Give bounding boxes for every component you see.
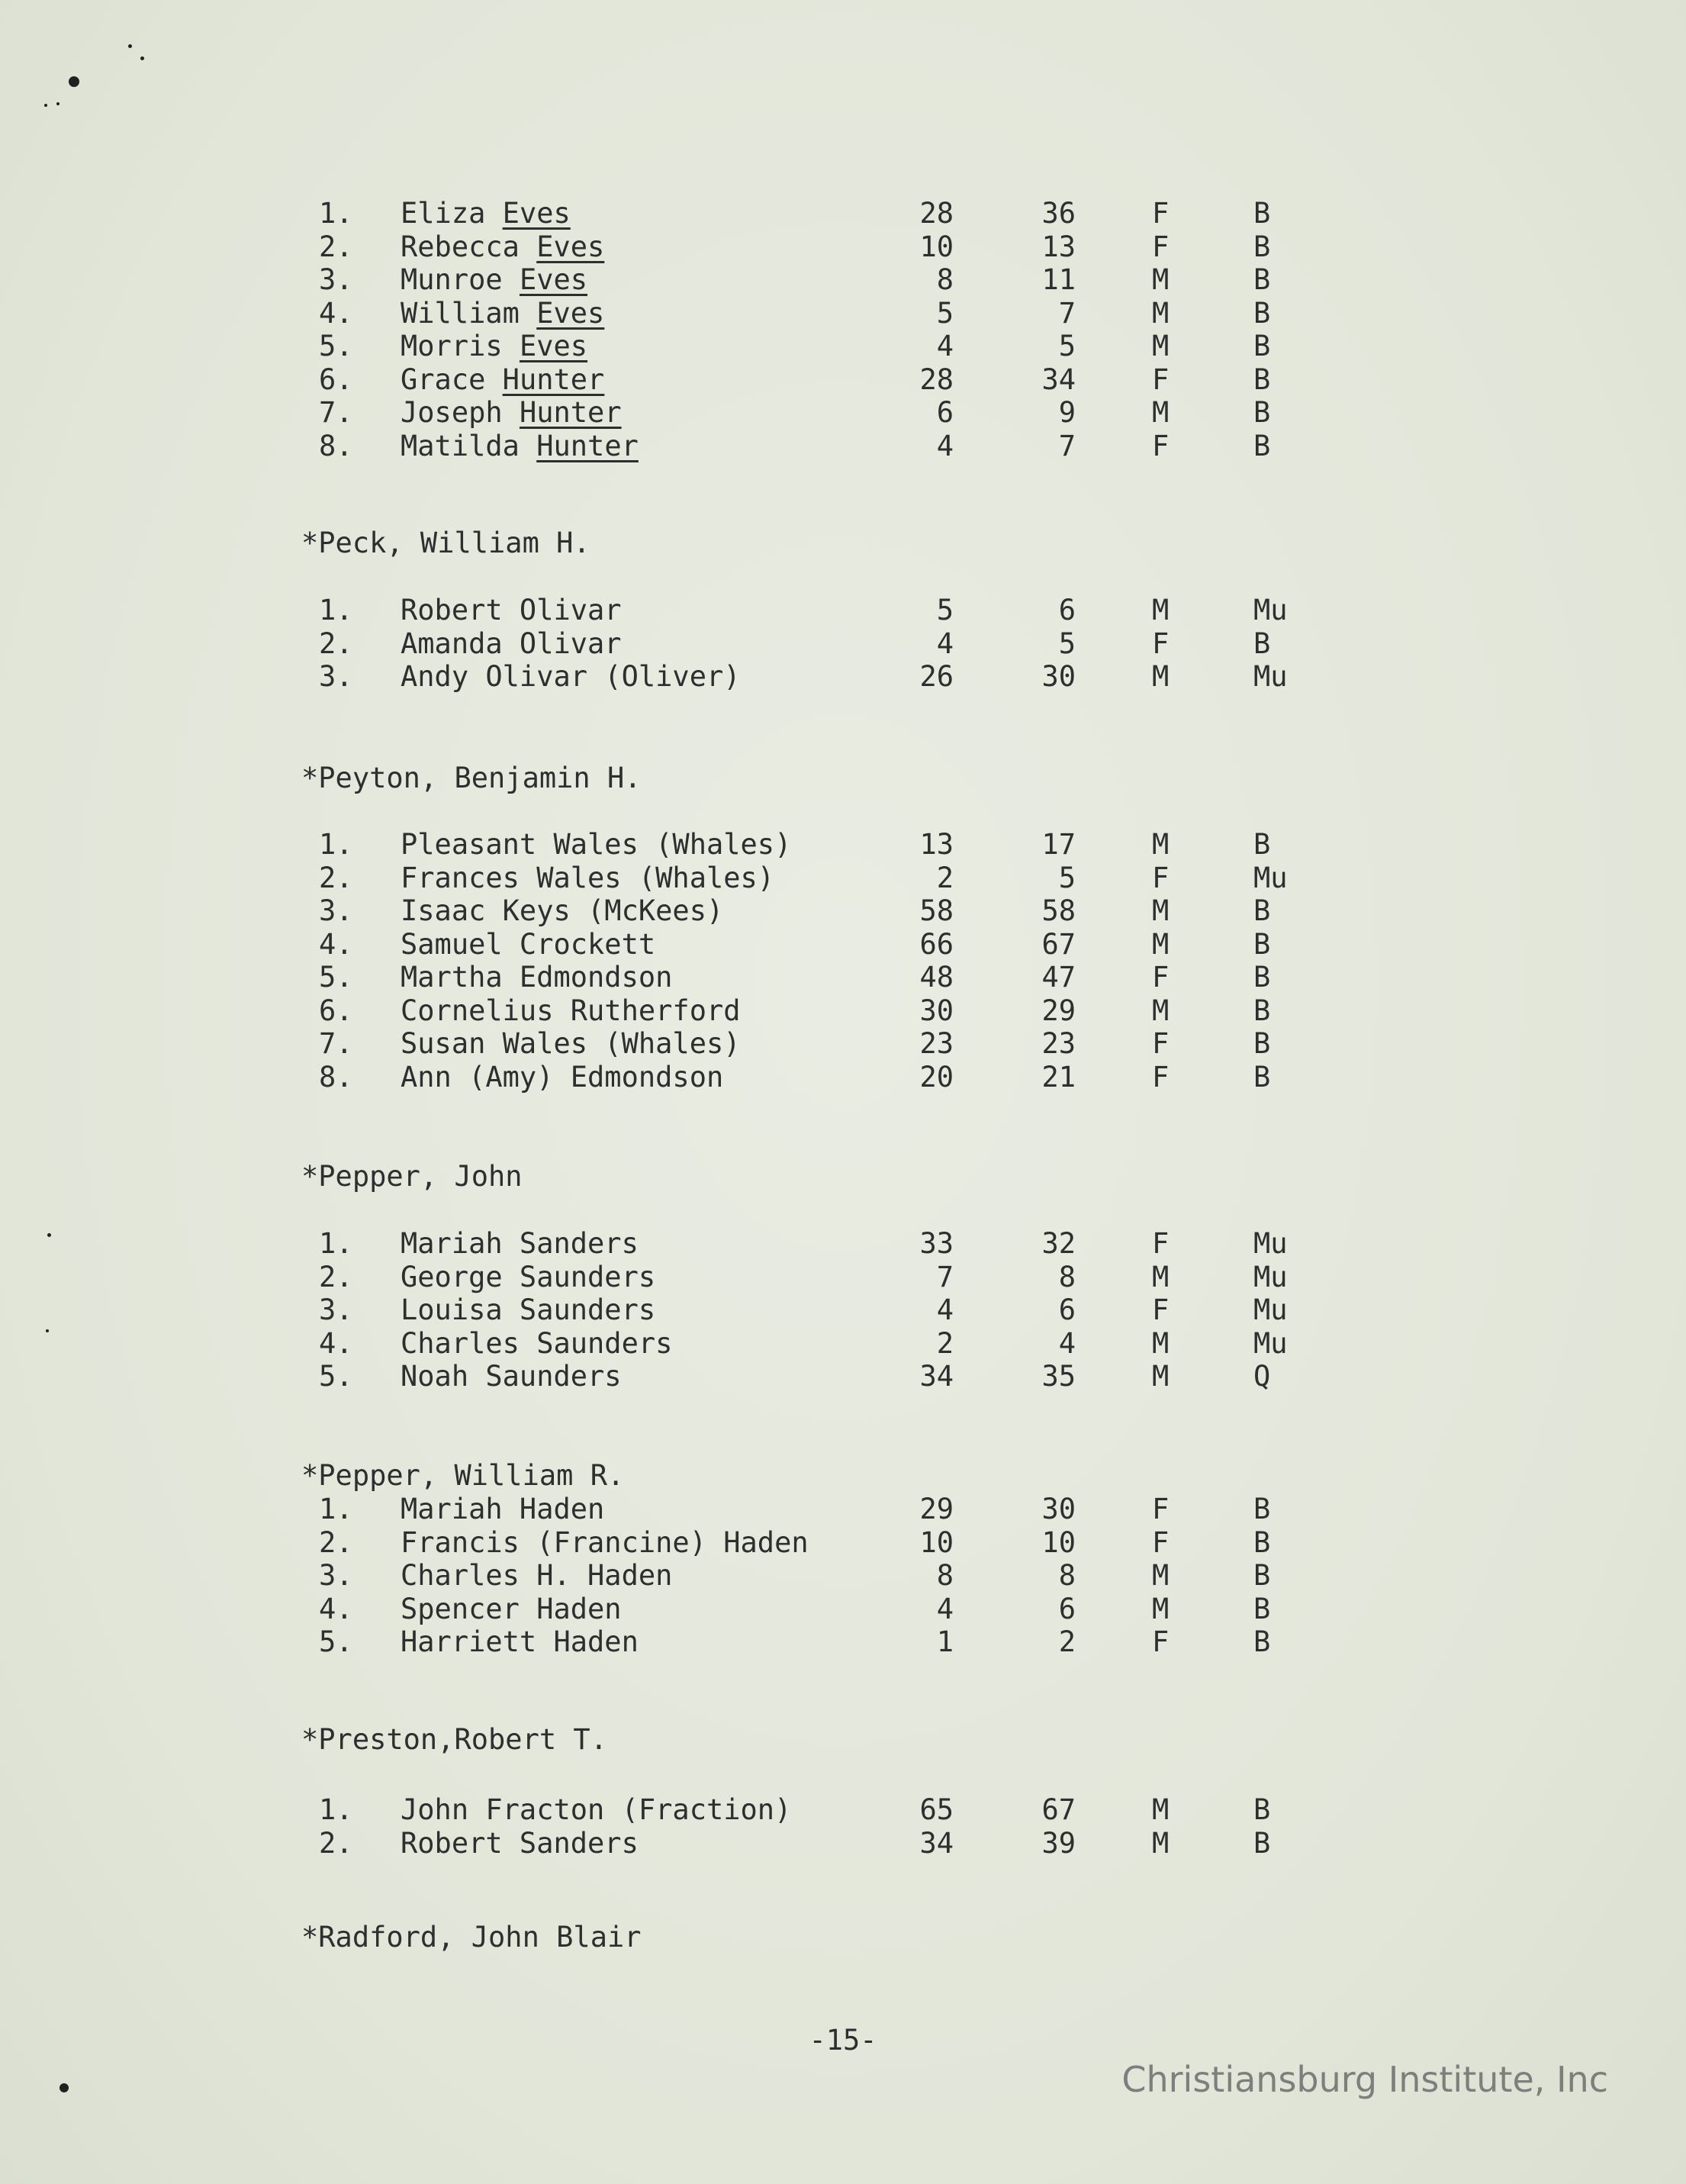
person-name [401, 263, 587, 297]
age-second: 5 [1058, 861, 1076, 894]
person-row [0, 1293, 1686, 1327]
age-second: 4 [1058, 1326, 1076, 1360]
age-second: 30 [1041, 660, 1076, 693]
given-name: Cornelius Rutherford [401, 994, 741, 1027]
age-first: 2 [936, 861, 954, 894]
surname: Eves [519, 263, 588, 296]
surname: Hunter [502, 362, 605, 396]
sex: M [1152, 263, 1170, 296]
age-second: 35 [1041, 1360, 1076, 1393]
sex: M [1152, 1793, 1170, 1826]
person-name [401, 1227, 639, 1261]
given-name: Joseph [401, 396, 503, 429]
person-name [401, 197, 571, 230]
given-name: Noah Saunders [401, 1360, 622, 1393]
entry-number: 3. [319, 1293, 353, 1326]
sex: F [1152, 961, 1170, 994]
sex: M [1152, 1592, 1170, 1625]
age-first: 8 [936, 1559, 954, 1592]
race: B [1253, 927, 1271, 961]
person-row [0, 1793, 1686, 1827]
given-name: Martha Edmondson [401, 961, 673, 994]
sex: M [1152, 660, 1170, 693]
owner-name: *Preston,Robert T. [301, 1723, 607, 1756]
sex: M [1152, 1360, 1170, 1393]
person-row [0, 1625, 1686, 1659]
entry-number: 3. [319, 894, 353, 927]
age-first: 2 [936, 1326, 954, 1360]
age-second: 7 [1058, 296, 1076, 330]
person-row [0, 627, 1686, 661]
page-number: -15- [809, 2024, 877, 2057]
age-second: 9 [1058, 396, 1076, 429]
race: B [1253, 627, 1271, 660]
person-name [401, 1261, 655, 1294]
age-first: 8 [936, 263, 954, 296]
entry-number: 3. [319, 1559, 353, 1592]
person-row [0, 1327, 1686, 1361]
person-name [401, 961, 672, 994]
sex: F [1152, 861, 1170, 894]
entry-number: 2. [319, 1826, 353, 1860]
race: B [1253, 362, 1271, 396]
person-name [401, 430, 639, 463]
person-row [0, 961, 1686, 994]
sex: M [1152, 1559, 1170, 1592]
person-name [401, 1827, 639, 1860]
person-name [401, 396, 622, 430]
race: Mu [1253, 1326, 1288, 1360]
person-name [401, 1526, 809, 1560]
race: B [1253, 1592, 1271, 1625]
person-name [401, 330, 587, 363]
given-name: Ann (Amy) Edmondson [401, 1060, 724, 1094]
person-name [401, 1593, 622, 1626]
race: Mu [1253, 1227, 1288, 1260]
age-first: 30 [919, 994, 954, 1027]
race: B [1253, 961, 1271, 994]
age-second: 5 [1058, 330, 1076, 362]
age-second: 8 [1058, 1260, 1076, 1293]
entry-number: 6. [319, 362, 353, 396]
person-row [0, 862, 1686, 895]
person-row [0, 1593, 1686, 1626]
race: Q [1253, 1360, 1271, 1393]
entry-number: 1. [319, 828, 353, 861]
race: B [1253, 1027, 1271, 1060]
given-name: Louisa Saunders [401, 1293, 656, 1326]
person-name [401, 1293, 655, 1327]
age-first: 7 [936, 1260, 954, 1293]
entry-number: 2. [319, 230, 353, 263]
person-row [0, 1061, 1686, 1094]
owner-heading [0, 1723, 1686, 1757]
age-first: 34 [919, 1826, 954, 1860]
entry-number: 8. [319, 1060, 353, 1094]
sex: M [1152, 828, 1170, 861]
person-row [0, 1493, 1686, 1526]
given-name: Spencer Haden [401, 1592, 622, 1625]
person-row [0, 1559, 1686, 1593]
given-name: Charles H. Haden [401, 1559, 673, 1592]
sex: M [1152, 1326, 1170, 1360]
age-second: 23 [1041, 1027, 1076, 1060]
age-second: 6 [1058, 1592, 1076, 1625]
given-name: William [401, 296, 520, 330]
age-second: 13 [1041, 230, 1076, 263]
given-name: Munroe [401, 263, 503, 296]
entry-number: 3. [319, 263, 353, 296]
age-second: 34 [1041, 362, 1076, 396]
owner-name: *Peyton, Benjamin H. [301, 762, 642, 794]
person-row [0, 297, 1686, 330]
age-first: 10 [919, 230, 954, 263]
entry-number: 5. [319, 330, 353, 362]
age-second: 2 [1058, 1625, 1076, 1658]
race: B [1253, 894, 1271, 927]
race: B [1253, 1793, 1271, 1826]
given-name: Eliza [401, 197, 486, 230]
entry-number: 4. [319, 296, 353, 330]
sex: M [1152, 1826, 1170, 1860]
age-first: 66 [919, 927, 954, 961]
person-name [401, 862, 774, 895]
entry-number: 1. [319, 1227, 353, 1260]
sex: F [1152, 197, 1170, 230]
person-row [0, 828, 1686, 862]
sex: M [1152, 994, 1170, 1027]
person-row [0, 263, 1686, 297]
age-second: 7 [1058, 429, 1076, 462]
race: B [1253, 330, 1271, 362]
age-first: 28 [919, 197, 954, 230]
race: B [1253, 1525, 1271, 1559]
person-row [0, 928, 1686, 962]
entry-number: 6. [319, 994, 353, 1027]
age-first: 23 [919, 1027, 954, 1060]
age-second: 6 [1058, 1293, 1076, 1326]
owner-name: *Pepper, William R. [301, 1459, 625, 1492]
given-name: Morris [401, 330, 503, 362]
race: B [1253, 296, 1271, 330]
age-second: 10 [1041, 1525, 1076, 1559]
age-second: 8 [1058, 1559, 1076, 1592]
surname: Eves [536, 230, 605, 263]
person-name [401, 994, 741, 1028]
age-second: 47 [1041, 961, 1076, 994]
age-first: 28 [919, 362, 954, 396]
person-name [401, 894, 723, 928]
sex: F [1152, 1060, 1170, 1094]
owner-heading [0, 762, 1686, 795]
age-first: 5 [936, 296, 954, 330]
entry-number: 7. [319, 396, 353, 429]
person-name [401, 1625, 639, 1659]
person-row [0, 894, 1686, 928]
age-first: 34 [919, 1360, 954, 1393]
entry-number: 3. [319, 660, 353, 693]
sex: F [1152, 1227, 1170, 1260]
person-name [401, 363, 604, 397]
entry-number: 2. [319, 627, 353, 660]
race: Mu [1253, 1293, 1288, 1326]
race: B [1253, 1826, 1271, 1860]
age-first: 29 [919, 1493, 954, 1525]
owner-heading [0, 527, 1686, 560]
age-second: 39 [1041, 1826, 1076, 1860]
person-name [401, 660, 741, 694]
race: B [1253, 230, 1271, 263]
person-row [0, 994, 1686, 1028]
age-first: 33 [919, 1227, 954, 1260]
race: Mu [1253, 1260, 1288, 1293]
entry-number: 2. [319, 1260, 353, 1293]
given-name: Rebecca [401, 230, 520, 263]
race: B [1253, 263, 1271, 296]
race: Mu [1253, 594, 1288, 627]
race: B [1253, 994, 1271, 1027]
entry-number: 4. [319, 927, 353, 961]
age-second: 58 [1041, 894, 1076, 927]
race: B [1253, 396, 1271, 429]
age-first: 20 [919, 1060, 954, 1094]
sex: F [1152, 1493, 1170, 1525]
person-row [0, 363, 1686, 397]
age-first: 6 [936, 396, 954, 429]
person-name [401, 828, 791, 862]
owner-heading [0, 1459, 1686, 1493]
person-row [0, 1027, 1686, 1061]
race: B [1253, 429, 1271, 462]
person-row [0, 1827, 1686, 1860]
age-second: 30 [1041, 1493, 1076, 1525]
surname: Hunter [536, 429, 639, 462]
given-name: Robert Olivar [401, 594, 622, 627]
sex: F [1152, 627, 1170, 660]
person-row [0, 396, 1686, 430]
age-second: 32 [1041, 1227, 1076, 1260]
person-name [401, 1493, 604, 1526]
person-row [0, 1360, 1686, 1393]
given-name: Amanda Olivar [401, 627, 622, 660]
age-first: 13 [919, 828, 954, 861]
age-first: 5 [936, 594, 954, 627]
sex: F [1152, 1525, 1170, 1559]
person-name [401, 1360, 622, 1393]
sex: F [1152, 1027, 1170, 1060]
sex: F [1152, 429, 1170, 462]
given-name: George Saunders [401, 1260, 656, 1293]
surname: Hunter [519, 396, 622, 429]
given-name: Francis (Francine) Haden [401, 1525, 809, 1559]
entry-number: 1. [319, 594, 353, 627]
sex: M [1152, 330, 1170, 362]
sex: M [1152, 1260, 1170, 1293]
sex: F [1152, 362, 1170, 396]
sex: M [1152, 594, 1170, 627]
age-second: 21 [1041, 1060, 1076, 1094]
age-first: 4 [936, 627, 954, 660]
sex: M [1152, 396, 1170, 429]
person-row [0, 1526, 1686, 1560]
race: B [1253, 1625, 1271, 1658]
race: B [1253, 197, 1271, 230]
age-first: 4 [936, 1592, 954, 1625]
entry-number: 7. [319, 1027, 353, 1060]
owner-name: *Peck, William H. [301, 527, 590, 559]
age-first: 10 [919, 1525, 954, 1559]
age-first: 58 [919, 894, 954, 927]
race: B [1253, 1493, 1271, 1525]
age-second: 5 [1058, 627, 1076, 660]
race: B [1253, 828, 1271, 861]
owner-heading [0, 1160, 1686, 1193]
person-name [401, 230, 604, 264]
surname: Eves [502, 197, 571, 230]
person-row [0, 1227, 1686, 1261]
age-first: 48 [919, 961, 954, 994]
person-name [401, 1559, 672, 1593]
age-first: 1 [936, 1625, 954, 1658]
given-name: Matilda [401, 429, 520, 462]
person-name [401, 1061, 723, 1094]
given-name: Isaac Keys (McKees) [401, 894, 724, 927]
entry-number: 1. [319, 1493, 353, 1525]
age-first: 4 [936, 429, 954, 462]
given-name: Mariah Sanders [401, 1227, 639, 1260]
given-name: Mariah Haden [401, 1493, 605, 1525]
age-second: 67 [1041, 927, 1076, 961]
sex: M [1152, 894, 1170, 927]
person-row [0, 197, 1686, 230]
age-second: 11 [1041, 263, 1076, 296]
person-row [0, 430, 1686, 463]
entry-number: 5. [319, 1360, 353, 1393]
sex: F [1152, 1293, 1170, 1326]
entry-number: 4. [319, 1592, 353, 1625]
given-name: Samuel Crockett [401, 927, 656, 961]
person-name [401, 627, 622, 661]
entry-number: 1. [319, 1793, 353, 1826]
owner-name: *Pepper, John [301, 1160, 523, 1193]
person-row [0, 1261, 1686, 1294]
age-second: 67 [1041, 1793, 1076, 1826]
race: B [1253, 1060, 1271, 1094]
watermark: Christiansburg Institute, Inc [1121, 2059, 1608, 2100]
person-name [401, 928, 655, 962]
given-name: Pleasant Wales (Whales) [401, 828, 792, 861]
age-first: 4 [936, 330, 954, 362]
sex: M [1152, 296, 1170, 330]
surname: Eves [519, 330, 588, 362]
person-name [401, 1327, 672, 1361]
entry-number: 2. [319, 861, 353, 894]
race: Mu [1253, 660, 1288, 693]
age-second: 6 [1058, 594, 1076, 627]
given-name: John Fracton (Fraction) [401, 1793, 792, 1826]
age-second: 36 [1041, 197, 1076, 230]
given-name: Charles Saunders [401, 1326, 673, 1360]
person-name [401, 1793, 791, 1827]
entry-number: 5. [319, 1625, 353, 1658]
entry-number: 2. [319, 1525, 353, 1559]
owner-name: *Radford, John Blair [301, 1921, 642, 1954]
person-row [0, 594, 1686, 627]
entry-number: 8. [319, 429, 353, 462]
age-second: 29 [1041, 994, 1076, 1027]
owner-heading [0, 1921, 1686, 1954]
age-first: 4 [936, 1293, 954, 1326]
race: B [1253, 1559, 1271, 1592]
given-name: Andy Olivar (Oliver) [401, 660, 741, 693]
race: Mu [1253, 861, 1288, 894]
person-row [0, 230, 1686, 264]
entry-number: 4. [319, 1326, 353, 1360]
given-name: Robert Sanders [401, 1826, 639, 1860]
age-first: 26 [919, 660, 954, 693]
surname: Eves [536, 296, 605, 330]
given-name: Harriett Haden [401, 1625, 639, 1658]
person-name [401, 594, 622, 627]
sex: F [1152, 1625, 1170, 1658]
entry-number: 1. [319, 197, 353, 230]
person-name [401, 297, 604, 330]
sex: M [1152, 927, 1170, 961]
person-name [401, 1027, 741, 1061]
entry-number: 5. [319, 961, 353, 994]
given-name: Frances Wales (Whales) [401, 861, 775, 894]
person-row [0, 330, 1686, 363]
given-name: Grace [401, 362, 486, 396]
sex: F [1152, 230, 1170, 263]
person-row [0, 660, 1686, 694]
age-second: 17 [1041, 828, 1076, 861]
given-name: Susan Wales (Whales) [401, 1027, 741, 1060]
age-first: 65 [919, 1793, 954, 1826]
